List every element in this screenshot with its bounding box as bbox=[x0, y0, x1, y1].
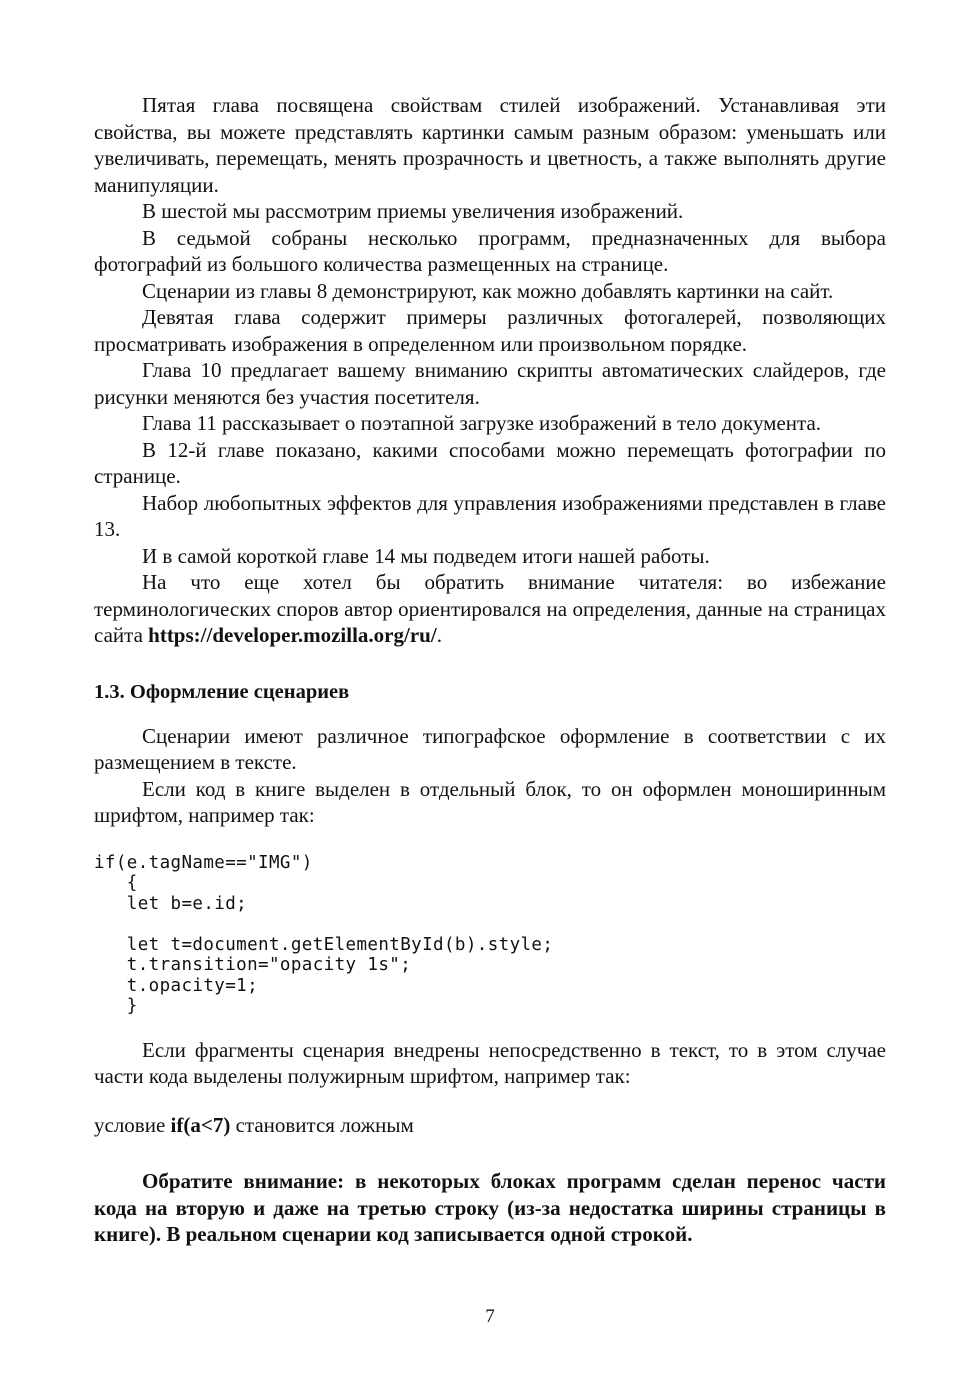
paragraph-chapter-12: В 12-й главе показано, какими способами можно перемещать фотографии по странице. bbox=[94, 437, 886, 488]
paragraph-chapter-11: Глава 11 рассказывает о поэтапной загрузке изображений в тело документа. bbox=[142, 411, 822, 435]
paragraph-typography: Сценарии имеют различное типографское оформление в соответствии с их размещением в тексте. bbox=[94, 723, 886, 774]
paragraph-chapter-7: В седьмой собраны несколько программ, предназначенных для выбора фотографий из большого количества размещенных на странице. bbox=[94, 225, 886, 276]
paragraph-chapter-8: Сценарии из главы 8 демонстрируют, как можно добавлять картинки на сайт. bbox=[142, 278, 834, 303]
page-content bbox=[94, 92, 886, 1248]
paragraph-code-block-intro: Если код в книге выделен в отдельный блок, то он оформлен моноширинным шрифтом, например так: bbox=[94, 776, 886, 827]
paragraph-chapter-9: Девятая глава содержит примеры различных фотогалерей, позволяющих просматривать изображения в определенном или произвольном порядке. bbox=[94, 305, 886, 356]
paragraph-chapter-13: Набор любопытных эффектов для управления изображениями представлен в главе 13. bbox=[94, 490, 886, 541]
paragraph-chapter-10: Глава 10 предлагает вашему вниманию скрипты автоматических слайдеров, где рисунки меняются без участия посетителя. bbox=[94, 358, 886, 409]
inline-code: if(a<7) bbox=[170, 1112, 231, 1137]
terminology-text: На что еще хотел бы обратить внимание читателя: во избежание терминологических споров автор ориентировался на определения, данные на страницах сайта bbox=[94, 570, 886, 647]
inline-example-after: становится ложным bbox=[230, 1112, 414, 1137]
paragraph-terminology bbox=[94, 569, 886, 649]
mdn-link[interactable]: https://developer.mozilla.org/ru/ bbox=[148, 623, 437, 647]
page-number: 7 bbox=[485, 1306, 495, 1327]
paragraph-chapter-6: В шестой мы рассмотрим приемы увеличения изображений. bbox=[142, 199, 684, 223]
inline-code-example bbox=[94, 1112, 886, 1139]
note-paragraph: Обратите внимание: в некоторых блоках программ сделан перенос части кода на вторую и даже на третью строку (из-за недостатка ширины страницы в книге). В реальном сценарии код записывается одной строкой. bbox=[94, 1169, 886, 1246]
inline-example-before: условие bbox=[94, 1112, 171, 1137]
paragraph-inline-code-intro: Если фрагменты сценария внедрены непосредственно в текст, то в этом случае части кода выделены полужирным шрифтом, например так: bbox=[94, 1037, 886, 1088]
section-heading: 1.3. Оформление сценариев bbox=[94, 680, 350, 703]
code-block: if(e.tagName=="IMG") { let b=e.id; let t=document.getElementById(b).style; t.transition="opacity 1s"; t.opacity=1; } bbox=[94, 852, 554, 1016]
terminology-end: . bbox=[436, 623, 442, 647]
paragraph-chapter-5: Пятая глава посвящена свойствам стилей изображений. Устанавливая эти свойства, вы можете представлять картинки самым разным образом: уменьшать или увеличивать, перемещать, менять прозрачность и цветность, а также выполнять другие манипуляции. bbox=[94, 93, 886, 197]
paragraph-chapter-14: И в самой короткой главе 14 мы подведем итоги нашей работы. bbox=[142, 543, 710, 568]
